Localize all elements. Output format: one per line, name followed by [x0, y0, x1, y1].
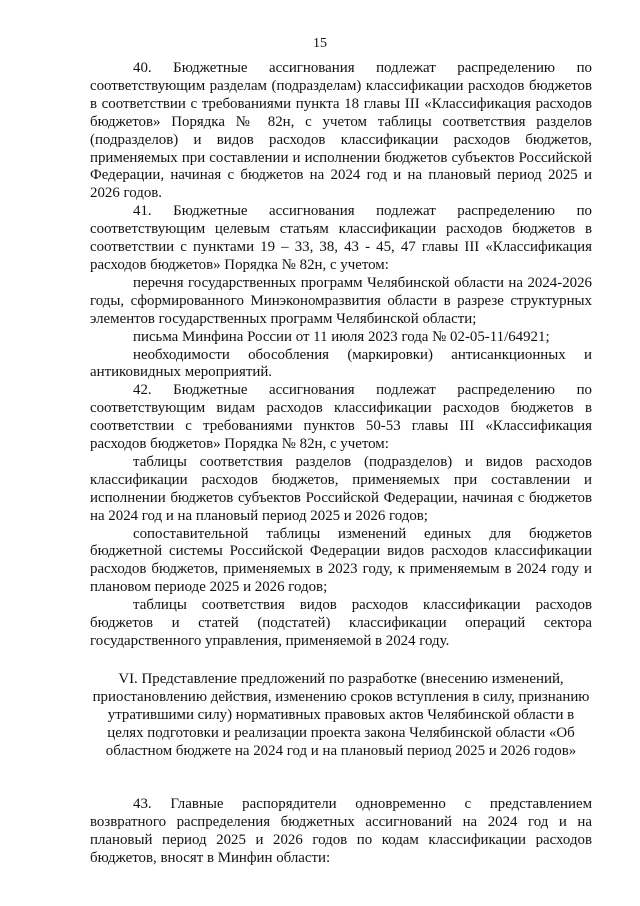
- paragraph-41-item-letter: письма Минфина России от 11 июля 2023 года № 02-05-11/64921;: [133, 328, 550, 345]
- paragraph-41-item-programs: перечня государственных программ Челябинской области на 2024-2026 годы, сформированного Минэкономразвития области в разрезе структурных элементов государственных программ Челябинской области;: [90, 274, 592, 327]
- paragraph-41: 41. Бюджетные ассигнования подлежат распределению по соответствующим целевым статьям классификации расходов бюджетов в соответствии с пунктами 19 – 33, 38, 43 - 45, 47 главы III «Классификация расходов бюджетов» Порядка № 82н, с учетом:: [90, 203, 592, 273]
- paragraph-42: 42. Бюджетные ассигнования подлежат распределению по соответствующим видам расходов классификации расходов бюджетов в соответствии с требованиями пунктов 50-53 главы III «Классификация расходов бюджетов» Порядка № 82н, с учетом:: [90, 382, 592, 453]
- paragraph-40: 40. Бюджетные ассигнования подлежат распределению по соответствующим разделам (подразделам) классификации расходов бюджетов в соответствии с требованиями пункта 18 главы III «Классификация расходов бюджетов» Порядка № 82н, с учетом таблицы соответствия разделов (подразделов) и видов расходов классификации расходов бюджетов, применяемых при составлении и исполнении бюджетов субъектов Российской Федерации, начиная с бюджетов на 2024 год и на плановый период 2025 и 2026 годов.: [90, 60, 592, 202]
- paragraph-42-item-kosgu: таблицы соответствия видов расходов классификации расходов бюджетов и статей (подстатей) классификации операций сектора государственного управления, применяемой в 2024 году.: [90, 597, 592, 649]
- section-heading: VI. Представление предложений по разработке (внесению изменений, приостановлению действия, изменению сроков вступления в силу, признанию утратившими силу) нормативных правовых актов Челябинской области в целях подготовки и реализации проекта закона Челябинской области «Об областном бюджете на 2024 год и на плановый период 2025 и 2026 годов»: [92, 670, 590, 759]
- paragraph-43: 43. Главные распорядители одновременно с представлением возвратного распределения бюджетных ассигнований на 2024 год и на плановый период 2025 и 2026 годов по кодам классификации расходов бюджетов, вносят в Минфин области:: [90, 796, 592, 867]
- paragraph-41-item-marking: необходимости обособления (маркировки) антисанкционных и антиковидных мероприятий.: [90, 346, 592, 381]
- document-body: [90, 60, 592, 868]
- paragraph-42-item-correspondence: таблицы соответствия разделов (подразделов) и видов расходов классификации расходов бюджетов, применяемых при составлении и исполнении бюджетов субъектов Российской Федерации, начиная с бюджетов на 2024 год и на плановый период 2025 и 2026 годов;: [90, 453, 592, 524]
- page-number: 15: [313, 36, 327, 51]
- paragraph-42-item-comparative: сопоставительной таблицы изменений единых для бюджетов бюджетной системы Российской Федерации видов расходов классификации расходов бюджетов, применяемых в 2023 году, к применяемым в 2024 году и плановом периоде 2025 и 2026 годов;: [90, 525, 592, 596]
